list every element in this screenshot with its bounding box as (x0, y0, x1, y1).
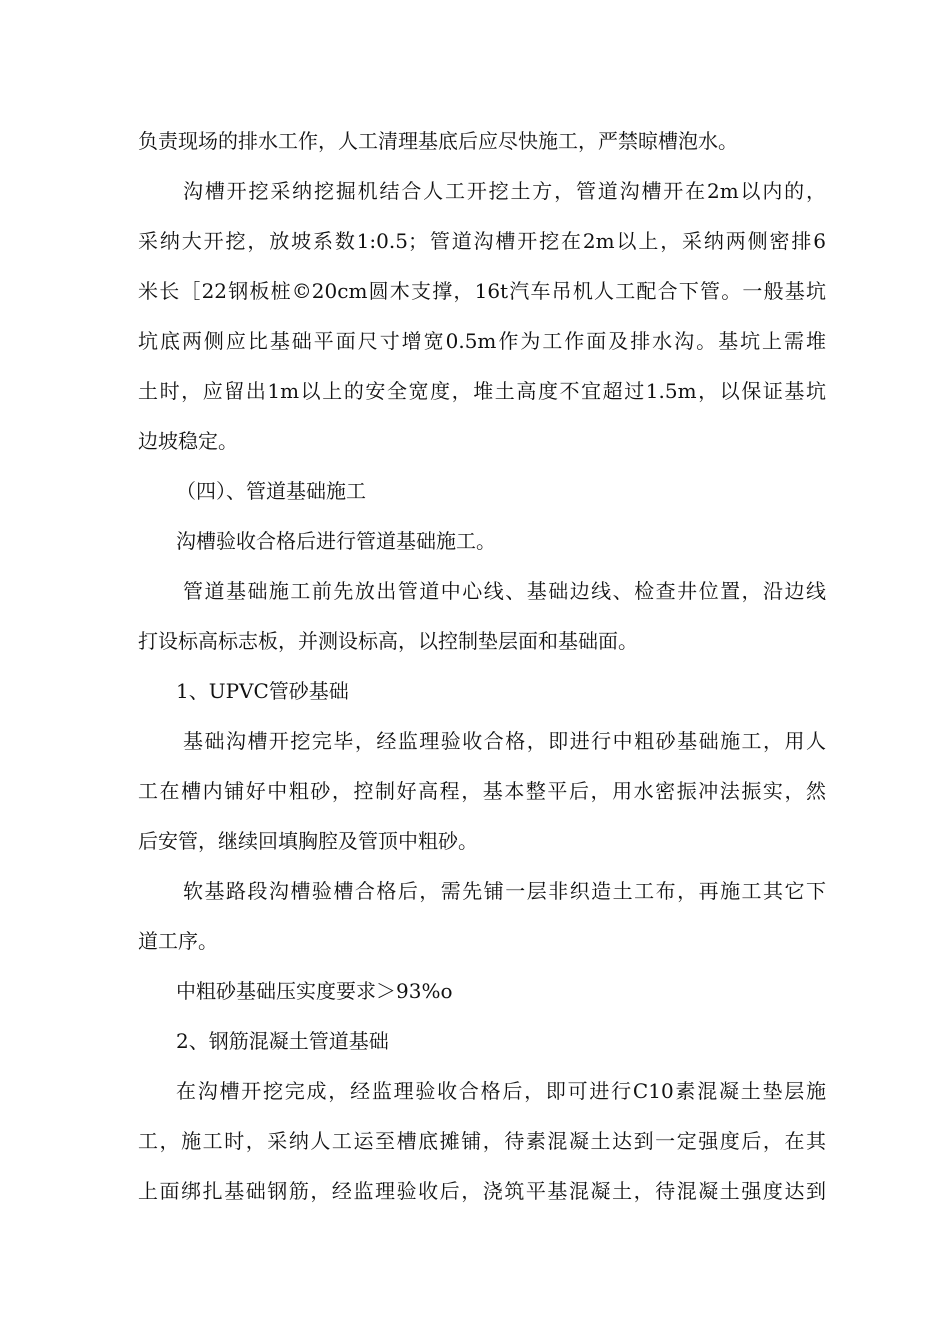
text-line: 负责现场的排水工作，人工清理基底后应尽快施工，严禁晾槽泡水。 (138, 129, 738, 153)
text-line: 沟槽验收合格后进行管道基础施工。 (176, 529, 496, 553)
subsection-heading: 2、钢筋混凝土管道基础 (176, 1029, 389, 1053)
text-line: 管道基础施工前先放出管道中心线、基础边线、检查井位置，沿边线 (183, 579, 826, 603)
text-line: 软基路段沟槽验槽合格后，需先铺一层非织造土工布，再施工其它下 (183, 879, 826, 903)
text-line: 采纳大开挖，放坡系数1:0.5；管道沟槽开挖在2m以上，采纳两侧密排6 (138, 229, 826, 253)
text-line: 在沟槽开挖完成，经监理验收合格后，即可进行C10素混凝土垫层施 (176, 1079, 826, 1103)
text-line: 中粗砂基础压实度要求＞93%o (176, 979, 453, 1003)
text-line: 坑底两侧应比基础平面尺寸增宽0.5m作为工作面及排水沟。基坑上需堆 (138, 329, 826, 353)
text-line: 上面绑扎基础钢筋，经监理验收后，浇筑平基混凝土，待混凝土强度达到 (138, 1179, 826, 1203)
text-line: 后安管，继续回填胸腔及管顶中粗砂。 (138, 829, 478, 853)
text-line: 边坡稳定。 (138, 429, 238, 453)
text-line: 沟槽开挖采纳挖掘机结合人工开挖土方，管道沟槽开在2m以内的， (183, 179, 826, 203)
text-line: 道工序。 (138, 929, 218, 953)
text-line: 工在槽内铺好中粗砂，控制好高程，基本整平后，用水密振冲法振实，然 (138, 779, 826, 803)
text-line: 工，施工时，采纳人工运至槽底摊铺，待素混凝土达到一定强度后，在其 (138, 1129, 826, 1153)
text-line: 基础沟槽开挖完毕，经监理验收合格，即进行中粗砂基础施工，用人 (183, 729, 826, 753)
text-line: 米长［22钢板桩©20cm圆木支撑，16t汽车吊机人工配合下管。一般基坑 (138, 279, 826, 303)
document-body (138, 116, 826, 1216)
text-line: 土时，应留出1m以上的安全宽度，堆土高度不宜超过1.5m，以保证基坑 (138, 379, 826, 403)
subsection-heading: 1、UPVC管砂基础 (176, 679, 349, 703)
text-line: 打设标高标志板，并测设标高，以控制垫层面和基础面。 (138, 629, 638, 653)
section-heading: （四）、管道基础施工 (176, 479, 366, 503)
